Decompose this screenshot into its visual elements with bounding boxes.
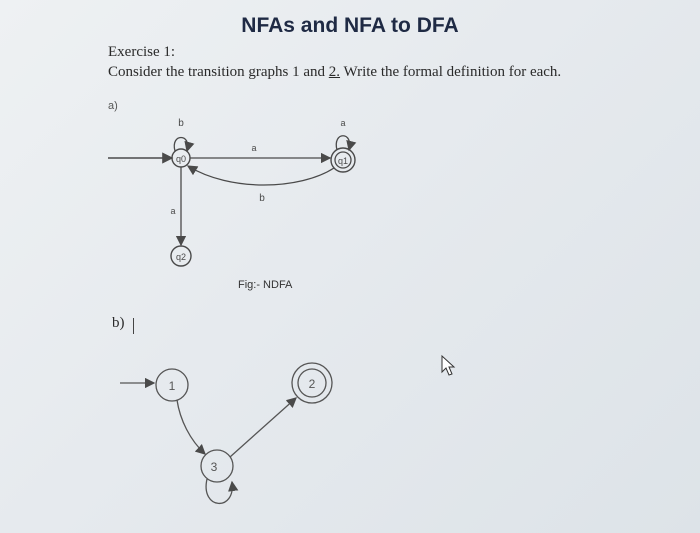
instruction-text-pre: Consider the transition graphs 1 and [108, 64, 329, 80]
q1-loop-label: a [340, 118, 346, 128]
edge-q1-q0 [188, 166, 334, 185]
page-title: NFAs and NFA to DFA [241, 14, 459, 37]
state-q2-label: q2 [175, 252, 187, 262]
exercise-label: Exercise 1: [108, 44, 176, 60]
state-3-self-loop [206, 479, 232, 503]
part-a-label: a) [108, 100, 118, 112]
mouse-pointer-icon [442, 356, 454, 375]
part-b-label: b) [112, 315, 125, 331]
state-1-label: 1 [168, 379, 176, 393]
instruction-number: 2. [328, 64, 341, 80]
instruction-text-post: Write the formal definition for each. [340, 64, 562, 80]
edge-1-3 [177, 400, 205, 454]
edge-q0-q1-label: a [251, 143, 257, 153]
state-2-label: 2 [308, 377, 316, 391]
figure-caption: Fig:- NDFA [238, 279, 293, 291]
state-3-label: 3 [210, 460, 218, 474]
text-cursor [133, 318, 134, 334]
state-q0-label: q0 [175, 154, 187, 164]
state-q1-label: q1 [337, 156, 349, 166]
edge-3-2 [230, 398, 296, 457]
q0-loop-label: b [178, 118, 184, 129]
edge-q1-q0-label: b [259, 193, 265, 204]
edge-q0-q2-label: a [170, 206, 176, 216]
